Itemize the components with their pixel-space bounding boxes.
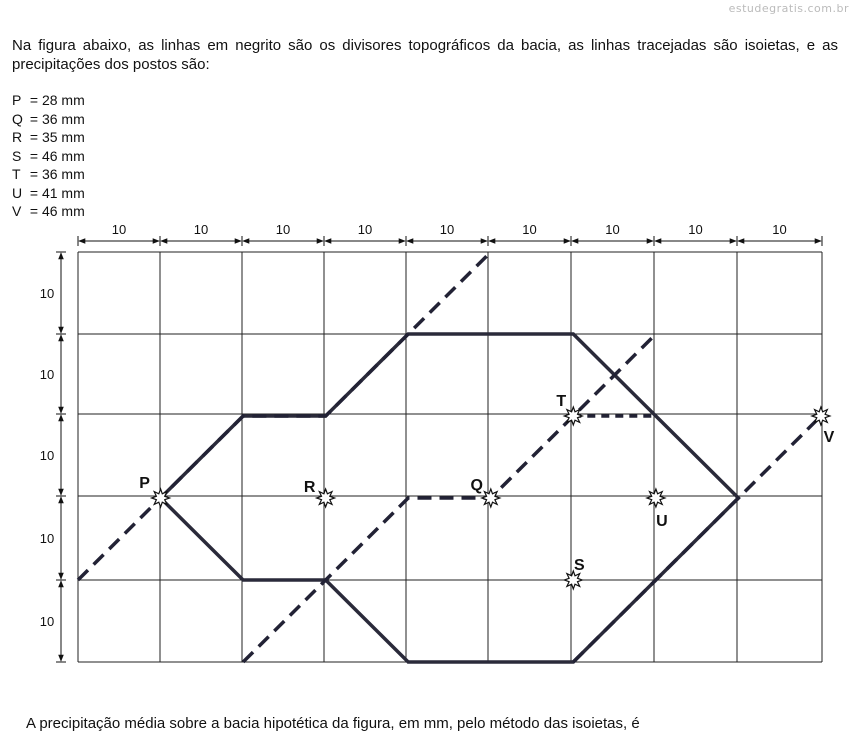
height-label: 10 [39,531,55,546]
height-label: 10 [39,367,55,382]
watermark: estudegratis.com.br [728,2,849,15]
width-label: 10 [357,222,373,237]
station-label: S [12,147,22,164]
station-marker-label: P [139,475,150,492]
station-label: T [12,166,21,182]
station-star-icon [647,489,665,507]
station-value: = 28 mm [29,92,85,108]
station-value: = 46 mm [29,203,85,219]
station-label: Q [12,110,23,127]
station-marker-label: T [556,393,567,410]
width-label: 10 [688,222,703,237]
station-marker-label: Q [470,477,483,494]
station-marker-label: R [303,479,316,496]
station-star-icon [482,489,500,507]
station-label: V [12,203,22,219]
station-value: = 41 mm [29,184,85,201]
dimension-annotations [40,222,822,662]
station-value: = 35 mm [29,129,85,145]
width-label: 10 [275,222,291,237]
height-label: 10 [39,448,55,463]
station-label: R [12,129,23,145]
station-label: P [12,92,22,108]
station-marker-label: V [823,429,835,446]
station-value: = 36 mm [29,166,85,182]
width-label: 10 [439,222,455,237]
width-label: 10 [193,222,209,237]
station-star-icon [152,489,170,507]
isohyet-line [243,334,656,662]
width-label: 10 [605,222,620,237]
width-label: 10 [111,222,127,237]
station-marker-label: U [656,513,668,530]
station-value: = 46 mm [29,147,85,164]
width-label: 10 [522,222,537,237]
station-label: U [12,184,23,201]
station-marker-label: S [573,557,585,574]
station-star-icon [317,489,335,507]
height-label: 10 [39,286,55,301]
station-star-icon [812,407,830,425]
question-text: A precipitação média sobre a bacia hipotética da figura, em mm, pelo método das isoietas, é [26,715,640,732]
intro-text: Na figura abaixo, as linhas em negrito são os divisores topográficos da bacia, as linhas tracejadas são isoietas, e as precipitações dos postos são: [12,37,838,73]
isohyet-lines [78,252,821,662]
grid [78,252,822,662]
height-label: 10 [39,614,55,629]
station-star-icon [564,407,582,425]
station-value: = 36 mm [29,110,85,127]
width-label: 10 [772,222,787,237]
isohyet-line [78,252,491,580]
